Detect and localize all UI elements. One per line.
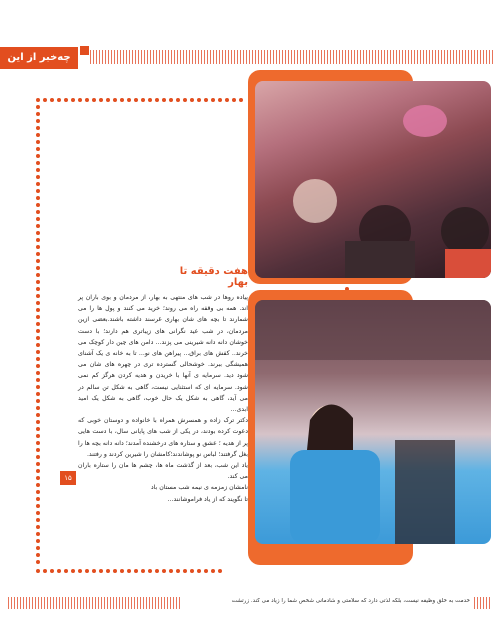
poem-line: تا نگویند که از یاد فراموشانند... [167, 495, 248, 503]
poem-line: نامشان زمزمه ی نیمه شب مستان باد [150, 484, 248, 492]
dotted-line-top [36, 98, 243, 102]
dotted-line-left [36, 105, 40, 564]
dotted-line-bottom [36, 569, 222, 573]
photo-girl-illustration [255, 300, 491, 544]
photo-children-raising-hands [255, 81, 491, 278]
article-heading: هفت دقیقه تا بهار [179, 266, 248, 288]
page-number: ۱۵ [60, 471, 76, 485]
photo-girl-smiling [255, 300, 491, 544]
photo-children-illustration [255, 81, 491, 278]
article-body [78, 292, 248, 505]
footer-rule-right [474, 597, 490, 609]
section-tag: چه‌خبر از این خانه [0, 47, 78, 69]
article-paragraph: یاد این شب، بعد از گذشت ماه ها، چشم ها مان را ستاره باران می کند. [78, 462, 248, 481]
article-paragraph: پیاده روها در شب های منتهی به بهار، از مردمان و بوی باران پر اند. همه بی وقفه راه می روند؛ خرید می کنند و پول ها را می شمارند تا بچه های شان بهاری غرسند داشته باشند.بعضی ازین مردمان، در شب عید نگرانی های زیباتری هم دارند؛ با دست خوشان دانه دانه شیرینی می پزند... دامن های چین دار کوچک می خرند.. کفش های براق... پیراهن های نو... تا به خانه ی یک آشنای همیشگی ببرند. خوشحالی گسترده تری در چهره های شان می شود دید. سرمایه ی آنها با خریدن و هدیه کردن هرگز کم نمی شود. سرمایه ای که استثنایی نیست، گاهی به شکل تن سالم در می آید، گاهی به شکل یک حال خوب، گاهی به شکل یک امید ابدی... [78, 294, 248, 414]
article-paragraph: دکتر ترک زاده و همسرش همراه با خانواده و دوستان خوبی که دعوت کرده بودند، در یکی از شب های پایانی سال، با دست هایی پر از هدیه ؛ عشق و ستاره های درخشنده آمدند؛ دانه دانه بچه ها را بغل گرفتند؛ لباس نو پوشاندند؛کامشان را شیرین کردند و رفتند. [78, 417, 248, 458]
tag-square-1 [80, 46, 89, 55]
footer-rule-left [8, 597, 182, 609]
top-rule [90, 50, 494, 64]
footer-quote: خدمت به خلق وظیفه نیست، بلکه لذتی دارد که سلامتی و شادمانی شخص شما را زیاد می کند. زرتشت [231, 598, 470, 604]
